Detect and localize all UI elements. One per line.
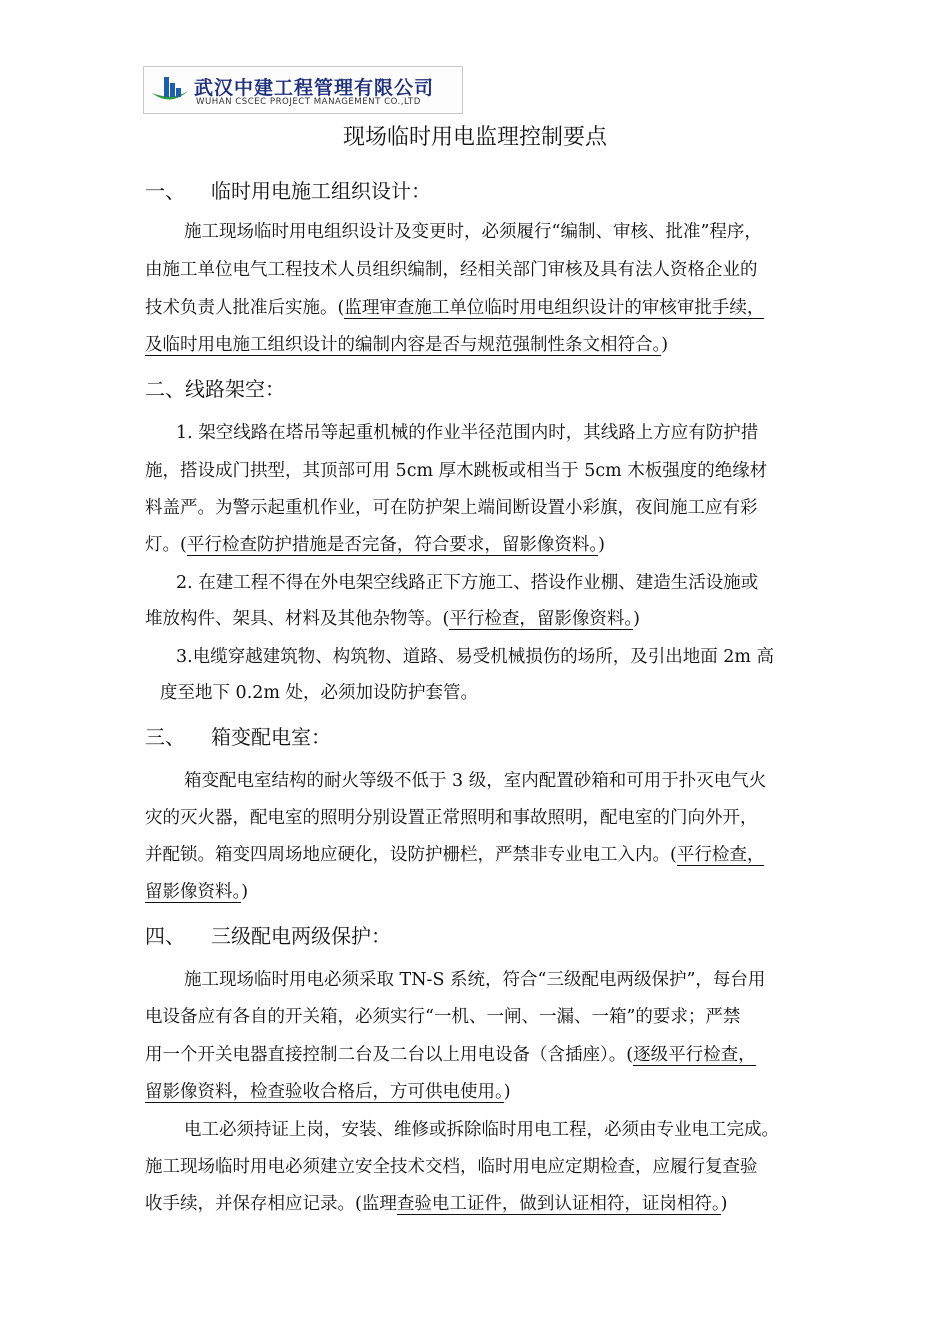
company-logo-icon bbox=[150, 71, 190, 107]
underlined-note: 逐级平行检查， bbox=[633, 1045, 756, 1065]
paragraph-line bbox=[145, 1079, 808, 1105]
paragraph-line: 1. 架空线路在塔吊等起重机械的作业半径范围内时，其线路上方应有防护措 bbox=[176, 423, 759, 443]
paragraph-line bbox=[145, 332, 808, 358]
section-4-title: 三级配电两级保护： bbox=[211, 924, 391, 948]
section-4-number: 四、 bbox=[145, 924, 185, 948]
text-span: ) bbox=[720, 1194, 728, 1214]
underlined-note: 留影像资料。 bbox=[145, 882, 242, 902]
text-span: ) bbox=[633, 609, 640, 629]
paragraph-line: 电设备应有各自的开关箱，必须实行“一机、一闸、一漏、一箱”的要求；严禁 bbox=[145, 1007, 741, 1027]
paragraph-line bbox=[145, 295, 808, 321]
paragraph-line bbox=[145, 842, 808, 868]
paragraph-line: 灾的灭火器，配电室的照明分别设置正常照明和事故照明，配电室的门向外开， bbox=[145, 808, 758, 828]
paragraph-line: 料盖严。为警示起重机作业，可在防护架上端间断设置小彩旗，夜间施工应有彩 bbox=[145, 498, 758, 518]
text-span: 堆放构件、架具、材料及其他杂物等。( bbox=[145, 609, 450, 629]
paragraph-line bbox=[145, 1191, 808, 1217]
section-3-number: 三、 bbox=[145, 725, 185, 749]
section-1-heading bbox=[145, 175, 431, 204]
paragraph-line: 由施工单位电气工程技术人员组织编制，经相关部门审核及具有法人资格企业的 bbox=[145, 260, 758, 280]
logo-text-en: WUHAN CSCEC PROJECT MANAGEMENT CO.,LTD bbox=[196, 97, 421, 107]
underlined-note: 查验电工证件，做到认证相符，证岗相符。 bbox=[396, 1194, 721, 1214]
paragraph-line bbox=[145, 606, 808, 632]
paragraph-line: 施工现场临时用电必须采取 TN-S 系统，符合“三级配电两级保护”，每台用 bbox=[184, 970, 766, 990]
paragraph-line: 施工现场临时用电必须建立安全技术交档，临时用电应定期检查，应履行复查验 bbox=[145, 1157, 758, 1177]
underlined-note: 平行检查，留影像资料。 bbox=[449, 609, 634, 629]
paragraph-line: 施工现场临时用电组织设计及变更时，必须履行“编制、审核、批准”程序， bbox=[184, 222, 762, 242]
underlined-note: 监理审查施工单位临时用电组织设计的审核审批手续， bbox=[344, 298, 765, 318]
section-3-title: 箱变配电室： bbox=[211, 725, 331, 749]
text-span: ) bbox=[241, 882, 249, 902]
paragraph-line: 箱变配电室结构的耐火等级不低于 3 级，室内配置砂箱和可用于扑灭电气火 bbox=[184, 771, 767, 791]
section-3-heading bbox=[145, 721, 331, 750]
text-span: 收手续，并保存相应记录。(监理 bbox=[145, 1194, 397, 1214]
paragraph-line: 3.电缆穿越建筑物、构筑物、道路、易受机械损伤的场所，及引出地面 2m 高 bbox=[176, 647, 775, 667]
underlined-note: 留影像资料，检查验收合格后，方可供电使用。 bbox=[145, 1082, 504, 1102]
text-span: 技术负责人批准后实施。( bbox=[145, 298, 345, 318]
section-4-heading bbox=[145, 920, 391, 949]
paragraph-line bbox=[145, 879, 808, 905]
section-2-heading: 二、线路架空： bbox=[145, 377, 285, 401]
logo-text-cn: 武汉中建工程管理有限公司 bbox=[194, 77, 435, 99]
underlined-note: 平行检查， bbox=[676, 845, 765, 865]
text-span: 用一个开关电器直接控制二台及二台以上用电设备（含插座）。( bbox=[145, 1045, 634, 1065]
paragraph-line: 2. 在建工程不得在外电架空线路正下方施工、搭设作业棚、建造生活设施或 bbox=[176, 573, 759, 593]
paragraph-line bbox=[145, 532, 808, 558]
underlined-note: 平行检查防护措施是否完备，符合要求，留影像资料。 bbox=[186, 535, 599, 555]
text-span: 灯。( bbox=[145, 535, 187, 555]
document-title: 现场临时用电监理控制要点 bbox=[342, 125, 607, 150]
paragraph-line: 电工必须持证上岗，安装、维修或拆除临时用电工程，必须由专业电工完成。 bbox=[184, 1120, 779, 1140]
paragraph-line: 施，搭设成门拱型，其顶部可用 5cm 厚木跳板或相当于 5cm 木板强度的绝缘材 bbox=[145, 461, 768, 481]
text-span: ) bbox=[503, 1082, 511, 1102]
paragraph-line: 度至地下 0.2m 处，必须加设防护套管。 bbox=[160, 683, 479, 703]
underlined-note: 及临时用电施工组织设计的编制内容是否与规范强制性条文相符合。 bbox=[145, 335, 662, 355]
company-logo bbox=[143, 66, 463, 114]
section-1-title: 临时用电施工组织设计： bbox=[211, 179, 431, 203]
section-1-number: 一、 bbox=[145, 179, 185, 203]
text-span: 并配锁。箱变四周场地应硬化，设防护栅栏，严禁非专业电工入内。( bbox=[145, 845, 677, 865]
text-span: ) bbox=[661, 335, 669, 355]
paragraph-line bbox=[145, 1042, 808, 1068]
text-span: ) bbox=[598, 535, 605, 555]
